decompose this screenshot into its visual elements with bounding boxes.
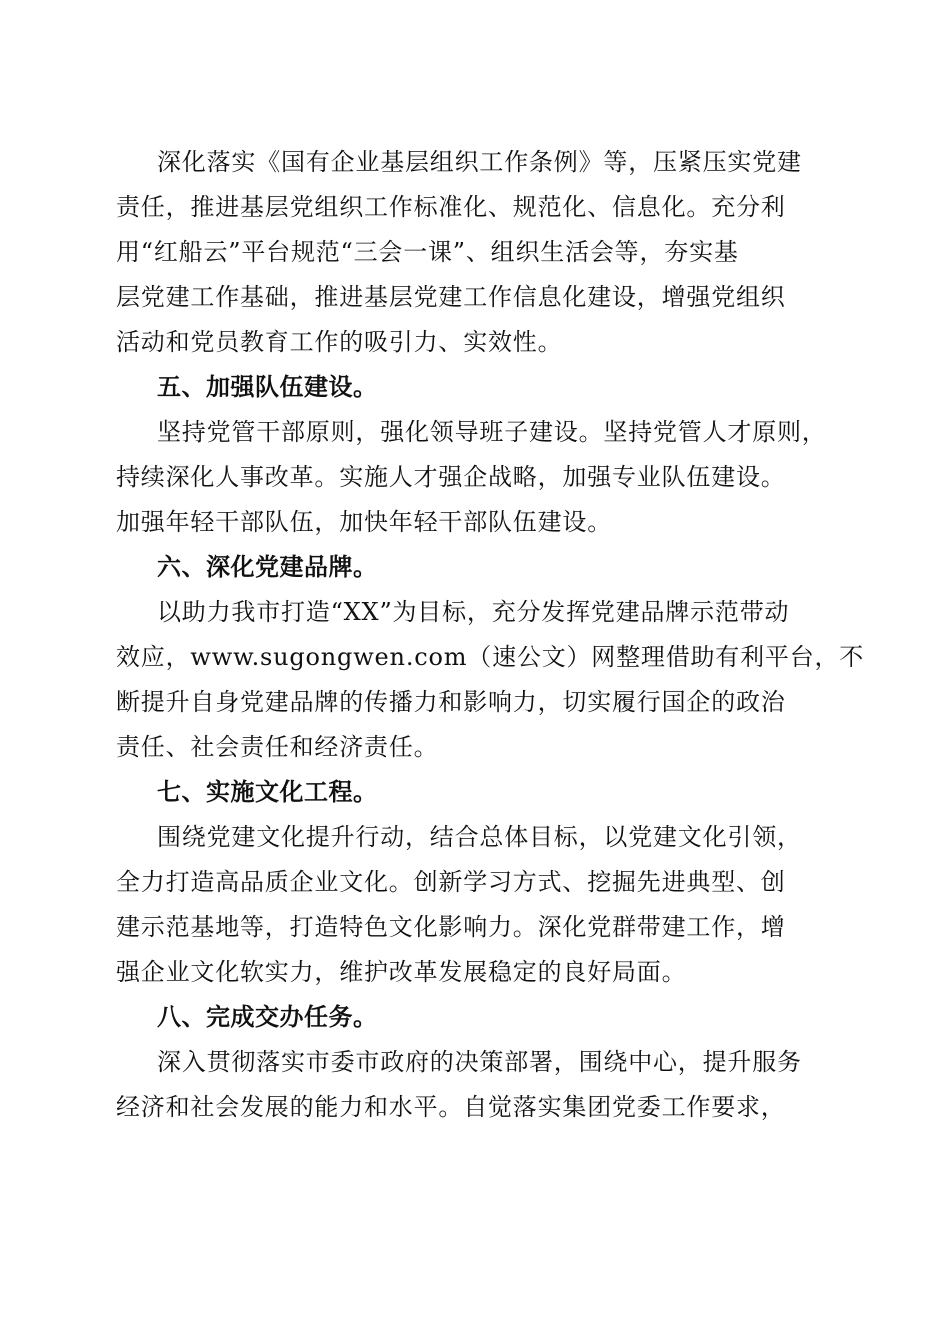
text-line: 深入贯彻落实市委市政府的决策部署，围绕中心，提升服务: [157, 1048, 802, 1076]
text-line: 经济和社会发展的能力和水平。自觉落实集团党委工作要求，: [116, 1093, 786, 1121]
text-line: 坚持党管干部原则，强化领导班子建设。坚持党管人才原则，: [157, 418, 827, 446]
text-line: 加强年轻干部队伍，加快年轻干部队伍建设。: [116, 508, 612, 536]
text-line: 深化落实《国有企业基层组织工作条例》等，压紧压实党建: [157, 148, 802, 176]
paragraph: [116, 590, 865, 770]
section-heading-6: 六、深化党建品牌。: [157, 553, 378, 581]
text-line: 围绕党建文化提升行动，结合总体目标，以党建文化引领，: [157, 823, 802, 851]
text-line: 责任，推进基层党组织工作标准化、规范化、信息化。充分利: [116, 193, 786, 221]
section-heading-7: 七、实施文化工程。: [157, 778, 378, 806]
section-heading-5: 五、加强队伍建设。: [157, 373, 378, 401]
text-line: 强企业文化软实力，维护改革发展稳定的良好局面。: [116, 958, 687, 986]
text-line: 效应，www.sugongwen.com（速公文）网整理借助有利平台，不: [116, 643, 865, 671]
document-page: [116, 140, 865, 1130]
text-line: 以助力我市打造“XX”为目标，充分发挥党建品牌示范带动: [157, 598, 790, 626]
paragraph: [116, 1040, 828, 1130]
paragraph: [116, 410, 828, 545]
text-line: 建示范基地等，打造特色文化影响力。深化党群带建工作，增: [116, 913, 786, 941]
text-line: 用“红船云”平台规范“三会一课”、组织生活会等，夯实基: [116, 238, 739, 266]
text-line: 断提升自身党建品牌的传播力和影响力，切实履行国企的政治: [116, 688, 786, 716]
paragraph: [116, 815, 828, 995]
text-line: 持续深化人事改革。实施人才强企战略，加强专业队伍建设。: [116, 463, 786, 491]
section-heading-8: 八、完成交办任务。: [157, 1003, 378, 1031]
text-line: 层党建工作基础，推进基层党建工作信息化建设，增强党组织: [116, 283, 786, 311]
paragraph: [116, 140, 828, 365]
text-line: 全力打造高品质企业文化。创新学习方式、挖掘先进典型、创: [116, 868, 786, 896]
text-line: 责任、社会责任和经济责任。: [116, 733, 439, 761]
text-line: 活动和党员教育工作的吸引力、实效性。: [116, 328, 563, 356]
